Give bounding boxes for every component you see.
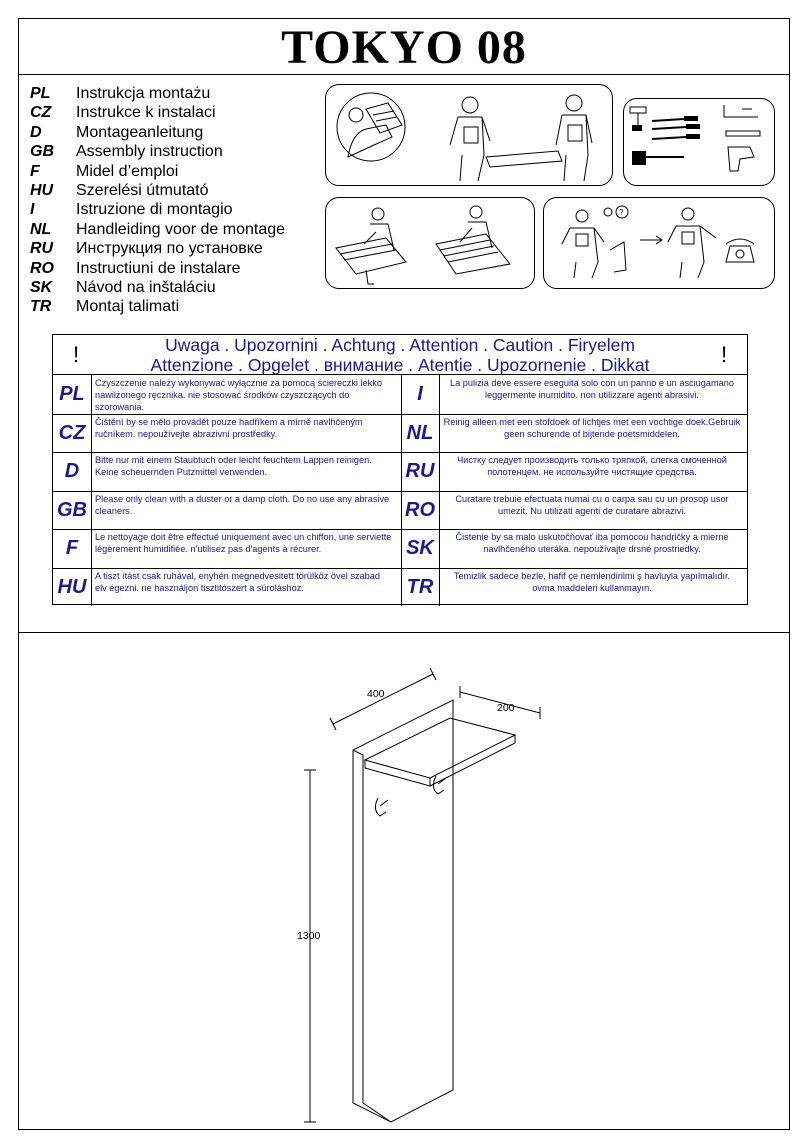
language-title: Montaj talimati	[76, 298, 180, 316]
tools-icon	[624, 99, 774, 185]
language-title: Montageanleitung	[76, 123, 204, 141]
language-row	[30, 142, 285, 161]
shelf	[365, 718, 515, 778]
language-row	[30, 162, 285, 181]
language-row	[30, 103, 285, 122]
grid-column-divider	[401, 375, 402, 606]
language-title: Istruzione di montagio	[76, 201, 233, 219]
two-people-assembly-icon	[326, 85, 612, 185]
grid-column-divider	[439, 375, 440, 606]
cleaning-lang-code: CZ	[58, 421, 86, 444]
language-title: Instrukcja montażu	[76, 85, 211, 102]
language-code: TR	[30, 298, 52, 316]
dimension-height: 1300	[297, 930, 321, 942]
cleaning-instruction-text: Please only clean with a duster or a damp cloth. Do no use any abrasive cleaners.	[95, 493, 390, 516]
language-code: GB	[30, 143, 54, 161]
panel-front	[353, 700, 453, 1122]
grid-column-divider	[91, 375, 92, 606]
hook-left	[375, 798, 388, 816]
product-dimension-drawing	[290, 660, 550, 1130]
grid-row-divider	[53, 414, 747, 415]
cleaning-instruction-text: Le nettoyage doit être effectué uniquement avec un chiffon, une serviette légèrement humidifiée. n'utilisez pas d'agents à récurer.	[95, 532, 392, 554]
language-title: Instrukce k instalaci	[76, 104, 216, 122]
language-code: SK	[30, 278, 53, 296]
language-code: RU	[30, 240, 54, 258]
language-row	[30, 200, 285, 219]
language-code: NL	[30, 220, 52, 238]
cleaning-instruction-text: Reinig alleen met een stofdoek of lichtjes met een vochtige doek.Gebruik geen schurende of bijtende poetsmiddelen.	[443, 416, 741, 439]
warning-header	[53, 335, 747, 375]
cleaning-lang-code: GB	[57, 498, 87, 521]
cleaning-lang-code: I	[417, 383, 423, 405]
illustration-read-two-people	[325, 84, 613, 186]
language-row	[30, 84, 285, 103]
cleaning-instruction-text: Bitte nur mit einem Staubtuch oder leicht feuchtem Lappen reinigen. Keine scheuernden Putzmittel verwenden.	[95, 455, 372, 477]
person-question-phone-icon	[544, 198, 774, 288]
language-row	[30, 181, 285, 200]
language-code: I	[30, 201, 35, 219]
illustration-call-help	[543, 197, 775, 289]
language-code: F	[30, 162, 40, 180]
page-title: TOKYO 08	[281, 21, 527, 74]
language-row	[30, 278, 285, 297]
language-title: Návod na inštaláciu	[76, 278, 216, 296]
cleaning-instruction-text: Curatare trebuie efectuata numai cu o carpa sau cu un prosop usor umezit. Nu utilizati agenti de curatare abrazivi.	[455, 493, 729, 516]
cleaning-lang-code: F	[65, 537, 79, 559]
dimension-width: 400	[367, 688, 385, 700]
language-title: Инструкция по установке	[76, 240, 263, 258]
dimension-depth: 200	[497, 702, 515, 714]
language-title: Szerelési útmutató	[76, 181, 209, 199]
illustration-tools	[623, 98, 775, 186]
grid-row-divider	[53, 568, 747, 569]
cleaning-instruction-text: A tiszt ítást csak ruhával, enyhén megnedvesitett törülköz övel szabad elv égezni. ne használjon tisztitószert a súroláshoz.	[95, 570, 380, 593]
cleaning-instruction-text: Čištění by se mělo provádět pouze hadříkem a mírně navlhčeným ručníkem. nepoužívejte abrazivní prostředky.	[95, 416, 363, 439]
language-code: CZ	[30, 104, 52, 122]
cleaning-instruction-text: Čistenie by sa malo uskutočňovať iba pomocou handričky a mierne navlhčeného uteráka. nepoužívajte drsné prostriedky.	[455, 532, 729, 554]
cleaning-instruction-text: La pulizia deve essere eseguita solo con un panno e un asciugamano leggermente inumidito. non utilizzare agenti abrasivi.	[450, 378, 734, 400]
cleaning-instruction-text: Czyszczenie należy wykonywać wyłącznie za pomocą ściereczki lekko nawilżonego ręcznika. nie stosować środków czyszczących do szorowania.	[95, 378, 382, 412]
language-row	[30, 220, 285, 239]
language-code: D	[30, 123, 42, 141]
cleaning-lang-code: D	[64, 460, 80, 482]
warning-line-2: Attenzione . Opgelet . внимание . Atentie . Upozornenie . Dikkat	[150, 355, 650, 375]
grid-row-divider	[53, 529, 747, 530]
cleaning-lang-code: RU	[405, 460, 435, 482]
cleaning-lang-code: NL	[406, 421, 434, 444]
panel-side	[353, 750, 391, 1122]
language-title: Midel d’emploi	[76, 162, 179, 180]
svg-text:?: ?	[619, 208, 624, 217]
grid-row-divider	[53, 491, 747, 492]
language-row	[30, 297, 285, 316]
warning-icon-right: !	[720, 342, 728, 367]
language-code: RO	[30, 259, 54, 277]
language-row	[30, 123, 285, 142]
section-divider	[18, 632, 790, 633]
language-row	[30, 259, 285, 278]
illustration-floor-protection	[325, 197, 535, 289]
cleaning-lang-code: PL	[59, 383, 85, 405]
language-code: HU	[30, 181, 54, 199]
language-title: Handleiding voor de montage	[76, 220, 286, 238]
cleaning-instruction-text: Чистку следует производить только тряпкой, слегка смоченной полотенцем. не используйте чистящие средства.	[457, 455, 727, 477]
language-code: PL	[30, 85, 51, 102]
warning-line-1: Uwaga . Upozornini . Achtung . Attention . Caution . Firyelem	[165, 335, 635, 355]
grid-row-divider	[53, 452, 747, 453]
language-list	[30, 84, 285, 317]
language-row	[30, 239, 285, 258]
cleaning-lang-code: HU	[57, 575, 87, 598]
language-title: Assembly instruction	[76, 143, 223, 161]
cleaning-lang-code: RO	[405, 498, 435, 521]
dim-height-line	[304, 770, 316, 1122]
cleaning-lang-code: TR	[406, 575, 434, 598]
cleaning-warning-box	[52, 334, 748, 605]
cleaning-instruction-text: Temizlik sadece bezle, hafif çe nemlendirilmi ş havluyla yapılmalıdır. ovma maddeleri kullanmayın.	[453, 570, 731, 593]
language-title: Instructiuni de instalare	[76, 259, 241, 277]
cleaning-lang-code: SK	[406, 537, 434, 559]
warning-icon-left: !	[72, 342, 80, 367]
people-carpet-icon	[326, 198, 534, 288]
